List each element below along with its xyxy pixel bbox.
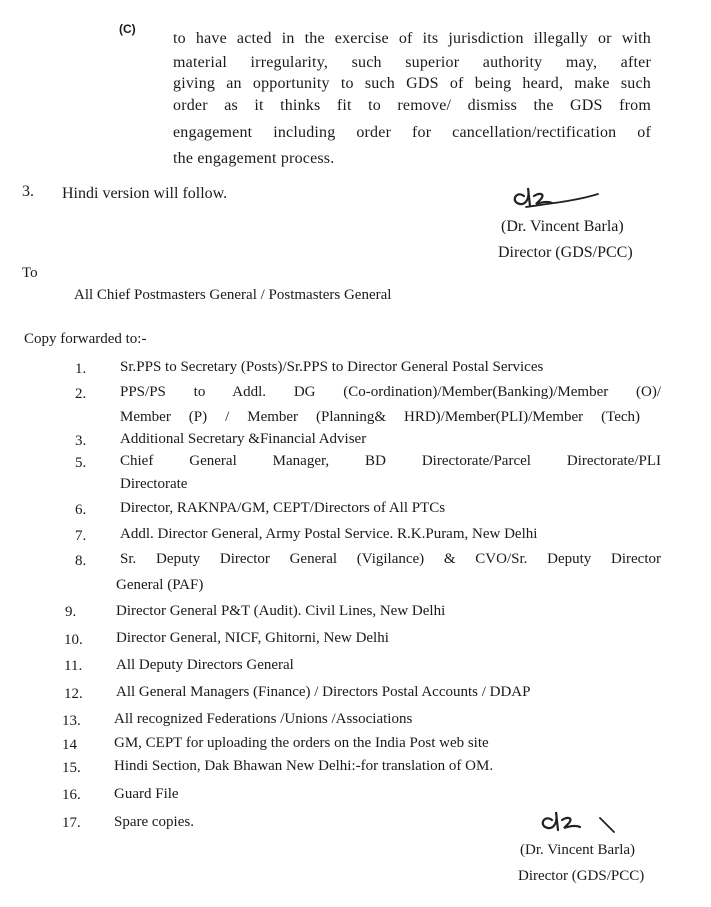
clause-label: (C) <box>119 22 136 36</box>
clause-line-4: order as it thinks fit to remove/ dismiss the GDS from <box>173 97 651 114</box>
cf-num: 10. <box>64 632 83 648</box>
cf-num: 2. <box>75 386 87 402</box>
clause-line-5: engagement including order for cancellation/rectification of <box>173 124 651 141</box>
cf-line: PPS/PS to Addl. DG (Co-ordination)/Member(Banking)/Member (O)/ <box>120 384 661 400</box>
clause-line-1: to have acted in the exercise of its jurisdiction illegally or with <box>173 30 651 47</box>
cf-line: Directorate <box>120 476 188 492</box>
cf-line: GM, CEPT for uploading the orders on the India Post web site <box>114 735 489 751</box>
cf-num: 7. <box>75 528 87 544</box>
cf-line: General (PAF) <box>116 577 204 593</box>
to-label: To <box>22 265 38 281</box>
clause-line-2: material irregularity, such superior authority may, after <box>173 54 651 71</box>
cf-num: 8. <box>75 553 87 569</box>
cf-line: All recognized Federations /Unions /Associations <box>114 711 413 727</box>
clause-line-3: giving an opportunity to such GDS of being heard, make such <box>173 75 651 92</box>
signatory-designation-bottom: Director (GDS/PCC) <box>518 868 645 884</box>
cf-num: 9. <box>65 604 77 620</box>
cf-line: All General Managers (Finance) / Directors Postal Accounts / DDAP <box>116 684 531 700</box>
cf-line: Chief General Manager, BD Directorate/Parcel Directorate/PLI <box>120 453 661 469</box>
cf-line: Director General, NICF, Ghitorni, New Delhi <box>116 630 389 646</box>
cf-line: Director, RAKNPA/GM, CEPT/Directors of All PTCs <box>120 500 446 516</box>
cf-num: 16. <box>62 787 81 803</box>
cf-num: 12. <box>64 686 83 702</box>
addressee-text: All Chief Postmasters General / Postmasters General <box>74 287 392 303</box>
cf-num: 11. <box>64 658 83 674</box>
signatory-name-top: (Dr. Vincent Barla) <box>501 218 624 235</box>
cf-num: 3. <box>75 433 87 449</box>
signatory-designation-top: Director (GDS/PCC) <box>498 244 633 261</box>
cf-num: 14 <box>62 737 77 753</box>
copy-forwarded-heading: Copy forwarded to:- <box>24 331 147 347</box>
cf-line: Sr.PPS to Secretary (Posts)/Sr.PPS to Director General Postal Services <box>120 359 544 375</box>
signature-top <box>506 174 606 214</box>
signature-bottom <box>536 800 626 840</box>
signatory-name-bottom: (Dr. Vincent Barla) <box>520 842 636 858</box>
cf-line: Member (P) / Member (Planning& HRD)/Member(PLI)/Member (Tech) <box>120 409 640 425</box>
cf-line: Sr. Deputy Director General (Vigilance) & CVO/Sr. Deputy Director <box>120 551 661 567</box>
para-text: Hindi version will follow. <box>62 185 228 202</box>
cf-line: Spare copies. <box>114 814 194 830</box>
cf-line: Guard File <box>114 786 179 802</box>
cf-line: All Deputy Directors General <box>116 657 294 673</box>
cf-num: 15. <box>62 760 81 776</box>
cf-num: 6. <box>75 502 87 518</box>
cf-num: 1. <box>75 361 87 377</box>
cf-line: Hindi Section, Dak Bhawan New Delhi:-for translation of OM. <box>114 758 494 774</box>
cf-num: 13. <box>62 713 81 729</box>
cf-line: Additional Secretary &Financial Adviser <box>120 431 367 447</box>
cf-num: 17. <box>62 815 81 831</box>
cf-num: 5. <box>75 455 87 471</box>
clause-line-6: the engagement process. <box>173 150 335 167</box>
para-number: 3. <box>22 183 34 200</box>
cf-line: Addl. Director General, Army Postal Service. R.K.Puram, New Delhi <box>120 526 538 542</box>
cf-line: Director General P&T (Audit). Civil Lines, New Delhi <box>116 603 446 619</box>
